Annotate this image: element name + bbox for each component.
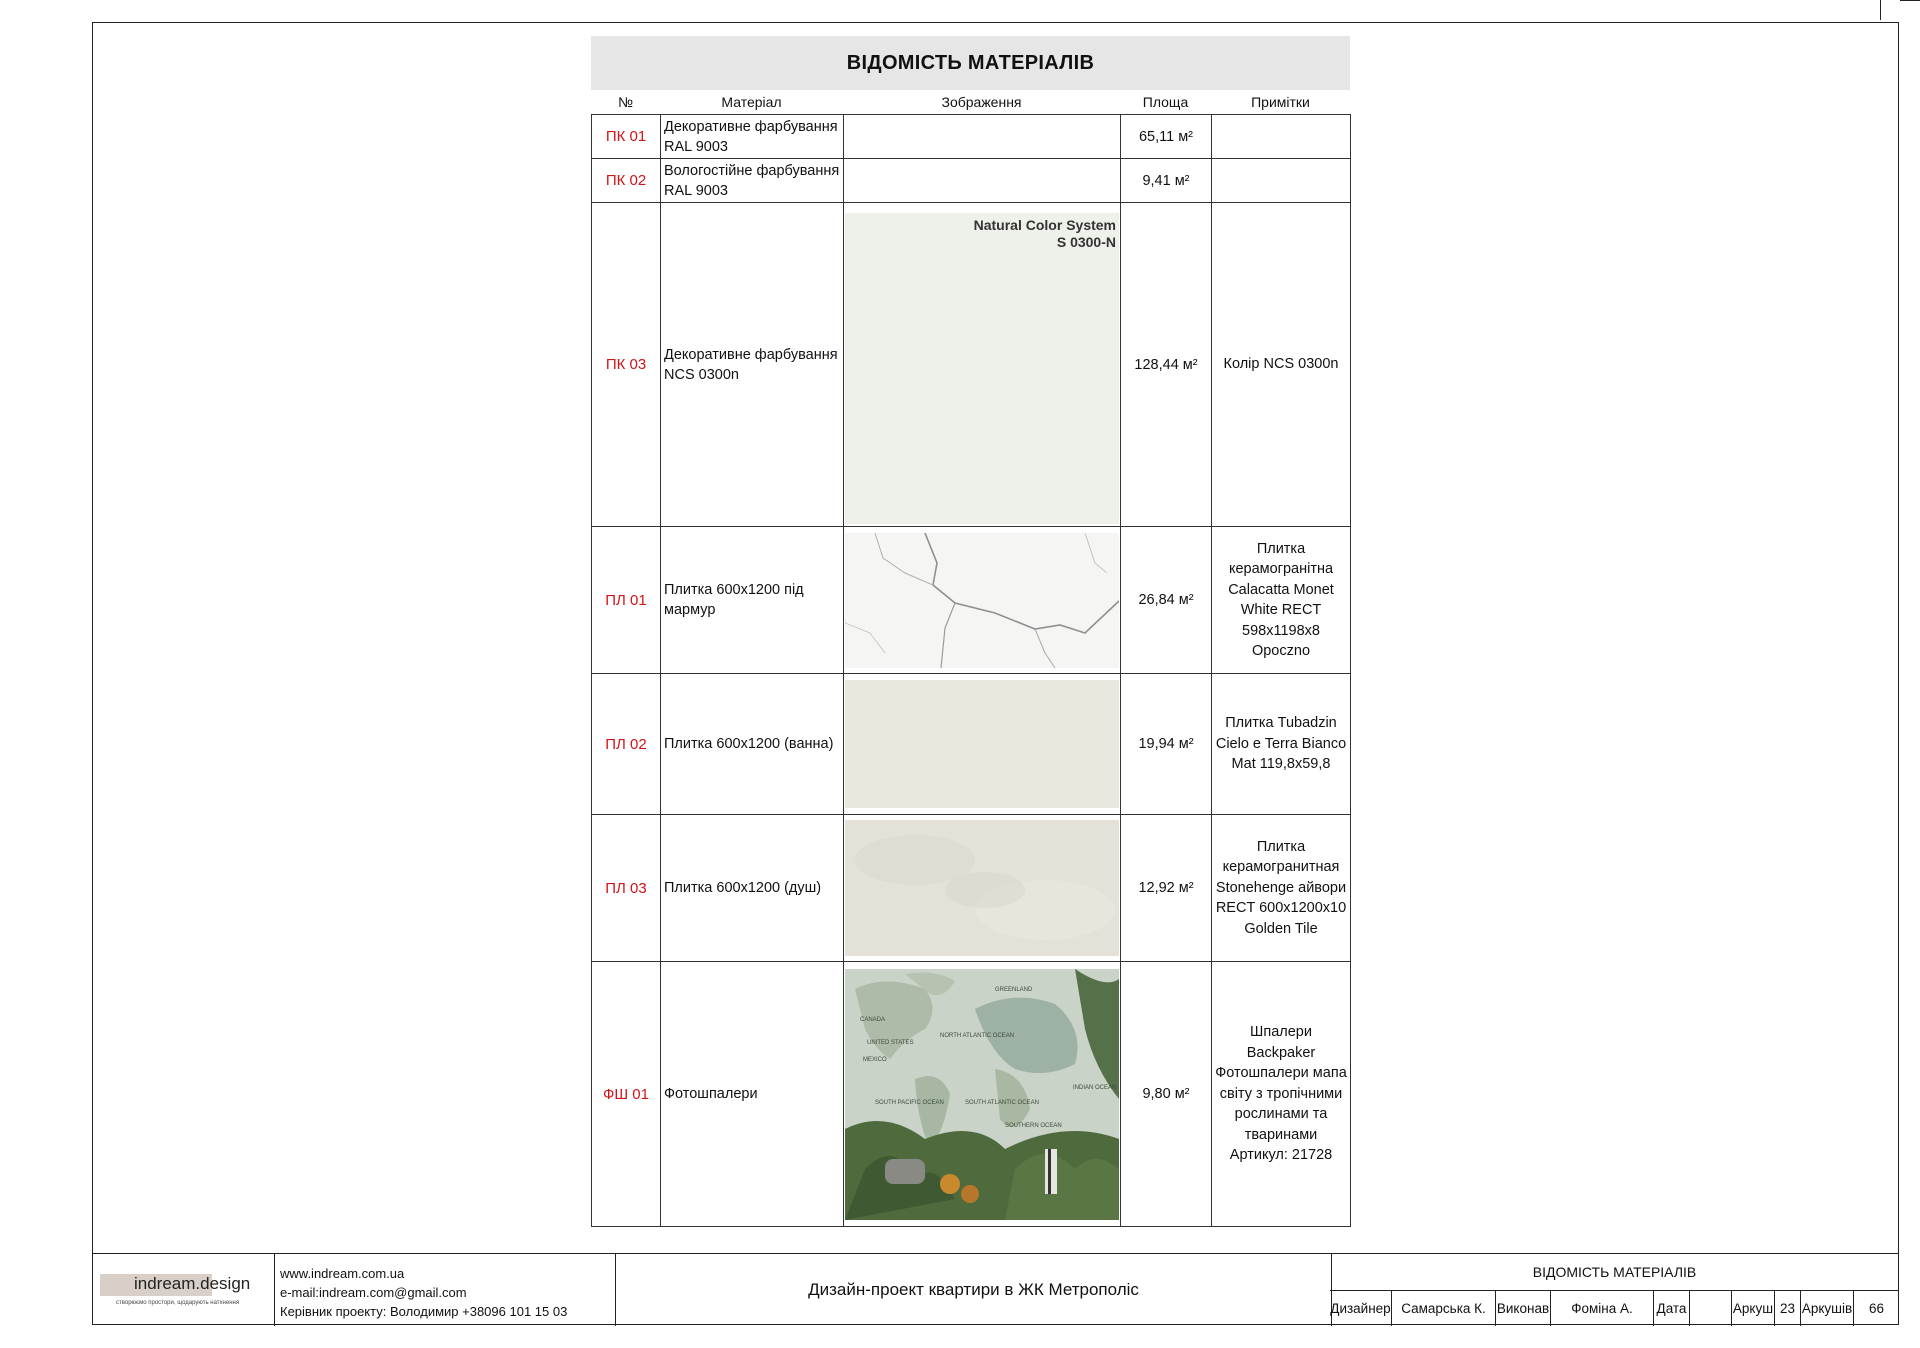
row-note <box>1212 115 1351 159</box>
ncs-swatch-image <box>845 213 1119 524</box>
materials-sheet <box>591 36 1350 1227</box>
designer-name: Самарська К. <box>1392 1290 1496 1326</box>
email: e-mail:indream.com@gmail.com <box>280 1285 467 1300</box>
sheets-label: Аркушів <box>1801 1290 1854 1326</box>
row-code: ПК 01 <box>592 115 661 159</box>
row-note: Колір NCS 0300n <box>1212 203 1351 527</box>
row-note <box>1212 159 1351 203</box>
map-label: CANADA <box>860 1016 886 1023</box>
row-note: Плитка керамогранитная Stonehenge айвори RECT 600х1200х10 Golden Tile <box>1212 815 1351 962</box>
table-row <box>592 159 1351 203</box>
row-note: Плитка Tubadzin Cielo e Terra Bianco Mat 119,8х59,8 <box>1212 674 1351 815</box>
trim-mark <box>1880 0 1881 20</box>
table-row <box>592 962 1351 1227</box>
ncs-label <box>974 217 1116 251</box>
col-notes: Примітки <box>1251 94 1310 110</box>
row-area: 9,41 м² <box>1121 159 1212 203</box>
logo-cell <box>92 1254 275 1326</box>
row-code: ПК 02 <box>592 159 661 203</box>
project-manager: Керівник проекту: Володимир +38096 101 15 03 <box>280 1304 568 1319</box>
map-label: SOUTH ATLANTIC OCEAN <box>965 1099 1039 1106</box>
row-code: ПЛ 01 <box>592 527 661 674</box>
row-image <box>844 527 1121 674</box>
logo-tagline: створюємо простори, щодарують натхнення <box>116 1300 240 1306</box>
stonehenge-tile-image <box>845 820 1119 956</box>
sheet-name: ВІДОМІСТЬ МАТЕРІАЛІВ <box>1330 1254 1899 1291</box>
map-label: MEXICO <box>863 1056 887 1063</box>
sheets-total: 66 <box>1868 1300 1885 1316</box>
row-code: ПК 03 <box>592 203 661 527</box>
map-label: GREENLAND <box>995 986 1033 993</box>
col-number: № <box>617 94 634 110</box>
row-material: Вологостійне фарбування RAL 9003 <box>661 159 844 203</box>
date-label: Дата <box>1654 1290 1690 1326</box>
col-image: Зображення <box>941 94 1022 110</box>
table-row <box>592 674 1351 815</box>
col-area: Площа <box>1142 94 1189 110</box>
row-image <box>844 203 1121 527</box>
row-area: 26,84 м² <box>1121 527 1212 674</box>
contacts <box>280 1264 567 1321</box>
project-title: Дизайн-проект квартири в ЖК Метрополіс <box>615 1254 1332 1326</box>
row-code: ФШ 01 <box>592 962 661 1227</box>
trim-mark <box>1900 0 1920 1</box>
row-code: ПЛ 03 <box>592 815 661 962</box>
row-image <box>844 674 1121 815</box>
col-material: Матеріал <box>721 94 782 110</box>
row-area: 9,80 м² <box>1121 962 1212 1227</box>
row-note: Плитка керамогранітна Calacatta Monet White RECT 598х1198х8 Opoczno <box>1212 527 1351 674</box>
map-label: INDIAN OCEAN <box>1073 1084 1117 1091</box>
world-map-wallpaper-image <box>845 969 1119 1220</box>
marble-tile-image <box>845 533 1119 668</box>
table-row <box>592 115 1351 159</box>
row-material: Плитка 600х1200 під мармур <box>661 527 844 674</box>
map-label: NORTH ATLANTIC OCEAN <box>940 1032 1015 1039</box>
row-area: 65,11 м² <box>1121 115 1212 159</box>
ncs-label-code: S 0300-N <box>1056 234 1116 250</box>
ncs-label-line: Natural Color System <box>973 217 1116 233</box>
bianco-tile-image <box>845 680 1119 808</box>
row-note: Шпалери Backpaker Фотошпалери мапа світу з тропічними рослинами та тваринами Артикул: 21728 <box>1212 962 1351 1227</box>
row-area: 12,92 м² <box>1121 815 1212 962</box>
row-material: Плитка 600х1200 (душ) <box>661 815 844 962</box>
sheet-label: Аркуш <box>1732 1290 1775 1326</box>
title-block <box>92 1253 1899 1326</box>
map-label: SOUTHERN OCEAN <box>1005 1122 1062 1129</box>
row-image <box>844 962 1121 1227</box>
row-code: ПЛ 02 <box>592 674 661 815</box>
materials-table <box>591 114 1351 1227</box>
row-material: Декоративне фарбування NCS 0300n <box>661 203 844 527</box>
designer-label: Дизайнер <box>1330 1290 1392 1326</box>
row-material: Фотошпалери <box>661 962 844 1227</box>
company-logo <box>100 1274 270 1296</box>
table-row <box>592 527 1351 674</box>
sheet-title: ВІДОМІСТЬ МАТЕРІАЛІВ <box>591 36 1350 90</box>
row-image <box>844 815 1121 962</box>
sheet-meta <box>1330 1290 1899 1326</box>
map-label: UNITED STATES <box>867 1039 914 1046</box>
executor-name: Фоміна А. <box>1551 1290 1654 1326</box>
website: www.indream.com.ua <box>280 1266 405 1281</box>
executor-label: Виконав <box>1496 1290 1551 1326</box>
sheet-number: 23 <box>1775 1290 1801 1326</box>
row-material: Декоративне фарбування RAL 9003 <box>661 115 844 159</box>
table-row <box>592 815 1351 962</box>
row-area: 128,44 м² <box>1121 203 1212 527</box>
logo-text: indream.design <box>134 1274 251 1293</box>
map-label: SOUTH PACIFIC OCEAN <box>875 1099 944 1106</box>
column-headers <box>591 90 1350 114</box>
table-row <box>592 203 1351 527</box>
row-image <box>844 115 1121 159</box>
row-image <box>844 159 1121 203</box>
row-material: Плитка 600х1200 (ванна) <box>661 674 844 815</box>
date-value <box>1690 1290 1732 1326</box>
row-area: 19,94 м² <box>1121 674 1212 815</box>
